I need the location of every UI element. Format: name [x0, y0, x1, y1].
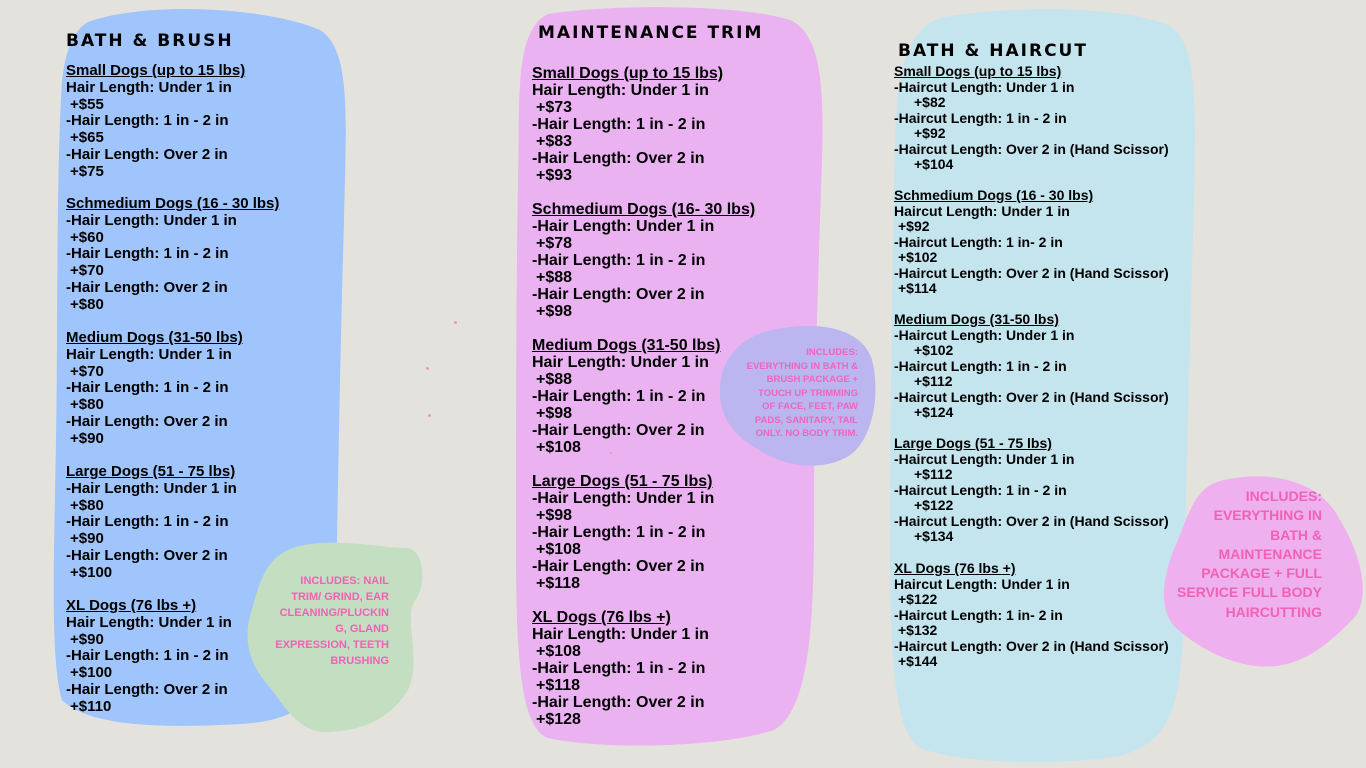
group-title: Medium Dogs (31-50 lbs)	[532, 337, 721, 354]
length-label: -Haircut Length: Over 2 in (Hand Scissor)	[894, 512, 1169, 529]
length-label: -Haircut Length: Under 1 in	[894, 326, 1075, 343]
length-label: -Haircut Length: Under 1 in	[894, 78, 1075, 95]
haircut-includes-note: INCLUDES: EVERYTHING IN BATH & MAINTENANCE PACKAGE + FULL SERVICE FULL BODY HAIRCUTTING	[1177, 488, 1322, 620]
price-value: +$144	[898, 653, 938, 669]
price-value: +$80	[70, 396, 104, 414]
price-value: +$90	[70, 630, 104, 648]
group-title: Small Dogs (up to 15 lbs)	[894, 63, 1062, 79]
price-value: +$75	[70, 162, 104, 180]
price-value: +$70	[70, 262, 104, 280]
length-label: -Hair Length: 1 in - 2 in	[66, 379, 229, 397]
price-group	[532, 609, 709, 728]
price-value: +$112	[914, 466, 953, 482]
price-value: +$82	[914, 94, 946, 110]
price-value: +$104	[914, 156, 954, 172]
length-label: -Haircut Length: 1 in - 2 in	[894, 481, 1067, 498]
length-label: -Hair Length: 1 in - 2 in	[532, 252, 706, 269]
group-title: Medium Dogs (31-50 lbs)	[66, 329, 243, 346]
price-value: +$108	[536, 643, 581, 660]
price-value: +$108	[536, 541, 581, 558]
length-label: -Hair Length: 1 in - 2 in	[66, 112, 229, 130]
length-label: -Haircut Length: 1 in- 2 in	[894, 606, 1063, 623]
length-label: -Hair Length: Over 2 in	[532, 558, 705, 575]
group-title: Small Dogs (up to 15 lbs)	[532, 65, 724, 82]
length-label: -Hair Length: Under 1 in	[532, 490, 715, 507]
column-title: MAINTENANCE TRIM	[538, 23, 764, 43]
length-label: -Hair Length: Over 2 in	[532, 694, 705, 711]
length-label: -Haircut Length: 1 in- 2 in	[894, 233, 1063, 250]
price-value: +$73	[536, 99, 573, 116]
price-group	[66, 196, 279, 314]
length-label: -Hair Length: 1 in - 2 in	[532, 660, 706, 677]
group-title: Medium Dogs (31-50 lbs)	[894, 311, 1059, 327]
price-value: +$65	[70, 129, 104, 147]
price-group	[532, 337, 720, 456]
column-title: BATH & HAIRCUT	[898, 41, 1088, 61]
length-label: -Hair Length: Under 1 in	[66, 211, 237, 229]
length-label: -Haircut Length: Over 2 in (Hand Scissor)	[894, 264, 1169, 281]
group-title: XL Dogs (76 lbs +)	[66, 597, 197, 614]
price-value: +$78	[536, 235, 573, 252]
bath-brush-includes-note: INCLUDES: NAIL TRIM/ GRIND, EAR CLEANING/PLUCKIN G, GLAND EXPRESSION, TEETH BRUSHING	[275, 575, 389, 667]
length-label: -Hair Length: Under 1 in	[66, 479, 237, 497]
length-label: -Hair Length: Under 1 in	[532, 218, 715, 235]
price-group	[894, 188, 1169, 297]
length-label: -Hair Length: Over 2 in	[532, 150, 705, 167]
length-label: -Haircut Length: Over 2 in (Hand Scissor)	[894, 637, 1169, 654]
price-value: +$110	[70, 697, 112, 715]
length-label: -Haircut Length: 1 in - 2 in	[894, 357, 1067, 374]
length-label: -Hair Length: Over 2 in	[532, 286, 705, 303]
length-label: -Haircut Length: Under 1 in	[894, 450, 1075, 467]
length-label: -Hair Length: Over 2 in	[66, 412, 228, 430]
price-value: +$90	[70, 530, 104, 548]
group-title: Schmedium Dogs (16- 30 lbs)	[532, 201, 756, 218]
price-group	[66, 598, 232, 716]
price-value: +$83	[536, 133, 573, 150]
length-label: -Hair Length: Over 2 in	[66, 278, 228, 296]
price-group	[894, 561, 1169, 670]
price-value: +$88	[536, 371, 573, 388]
price-value: +$124	[914, 404, 954, 420]
price-group	[66, 330, 243, 448]
length-label: -Haircut Length: Over 2 in (Hand Scissor)	[894, 140, 1169, 157]
price-value: +$102	[898, 249, 938, 265]
price-value: +$102	[914, 342, 954, 358]
length-label: -Hair Length: Over 2 in	[66, 680, 228, 698]
length-label: Hair Length: Under 1 in	[66, 613, 232, 631]
length-label: Hair Length: Under 1 in	[66, 345, 232, 363]
length-label: -Hair Length: 1 in - 2 in	[532, 524, 706, 541]
group-title: Schmedium Dogs (16 - 30 lbs)	[66, 195, 280, 212]
price-group	[894, 312, 1169, 421]
price-value: +$88	[536, 269, 573, 286]
price-value: +$128	[536, 711, 581, 728]
price-value: +$60	[70, 228, 104, 246]
length-label: Haircut Length: Under 1 in	[894, 575, 1070, 592]
length-label: -Haircut Length: 1 in - 2 in	[894, 109, 1067, 126]
price-group	[532, 473, 714, 592]
price-value: +$98	[536, 303, 573, 320]
price-value: +$118	[536, 575, 581, 592]
length-label: -Hair Length: 1 in - 2 in	[66, 245, 229, 263]
group-title: Small Dogs (up to 15 lbs)	[66, 62, 246, 79]
length-label: Hair Length: Under 1 in	[532, 354, 709, 371]
group-title: Large Dogs (51 - 75 lbs)	[894, 435, 1052, 451]
length-label: -Hair Length: 1 in - 2 in	[532, 116, 706, 133]
price-value: +$98	[536, 507, 573, 524]
group-title: Large Dogs (51 - 75 lbs)	[532, 473, 713, 490]
price-value: +$100	[70, 664, 113, 682]
length-label: -Hair Length: 1 in - 2 in	[66, 513, 229, 531]
decor-dot	[454, 321, 457, 324]
price-value: +$70	[70, 362, 104, 380]
price-value: +$122	[898, 591, 938, 607]
length-label: -Hair Length: 1 in - 2 in	[66, 647, 229, 665]
group-title: XL Dogs (76 lbs +)	[532, 609, 671, 626]
price-group	[66, 464, 237, 582]
length-label: Hair Length: Under 1 in	[66, 78, 232, 96]
length-label: -Hair Length: Over 2 in	[66, 145, 228, 163]
price-value: +$80	[70, 496, 104, 514]
price-value: +$100	[70, 563, 113, 581]
price-value: +$118	[536, 677, 581, 694]
price-value: +$108	[536, 439, 581, 456]
group-title: XL Dogs (76 lbs +)	[894, 560, 1016, 576]
length-label: Hair Length: Under 1 in	[532, 626, 709, 643]
length-label: -Hair Length: 1 in - 2 in	[532, 388, 706, 405]
length-label: -Hair Length: Over 2 in	[66, 546, 228, 564]
decor-dot	[428, 414, 431, 417]
price-value: +$80	[70, 295, 104, 313]
length-label: -Hair Length: Over 2 in	[532, 422, 705, 439]
price-value: +$55	[70, 95, 104, 113]
length-label: -Haircut Length: Over 2 in (Hand Scissor)	[894, 388, 1169, 405]
price-value: +$90	[70, 429, 104, 447]
price-value: +$114	[898, 280, 937, 296]
length-label: Haircut Length: Under 1 in	[894, 202, 1070, 219]
column-title: BATH & BRUSH	[66, 31, 234, 51]
decor-dot	[426, 367, 429, 370]
price-group	[532, 201, 755, 320]
price-group	[894, 64, 1169, 173]
price-group	[532, 65, 723, 184]
price-value: +$132	[898, 622, 938, 638]
price-value: +$92	[898, 218, 930, 234]
length-label: Hair Length: Under 1 in	[532, 82, 709, 99]
price-value: +$92	[914, 125, 946, 141]
price-value: +$122	[914, 497, 954, 513]
maintenance-includes-note: INCLUDES: EVERYTHING IN BATH & BRUSH PACKAGE + TOUCH UP TRIMMING OF FACE, FEET, PAW PADS, SANITARY, TAIL ONLY. NO BODY TRIM.	[746, 347, 858, 439]
price-value: +$134	[914, 528, 954, 544]
price-group	[894, 436, 1169, 545]
group-title: Schmedium Dogs (16 - 30 lbs)	[894, 187, 1094, 203]
price-value: +$98	[536, 405, 573, 422]
price-value: +$112	[914, 373, 953, 389]
price-value: +$93	[536, 167, 573, 184]
price-group	[66, 63, 245, 181]
group-title: Large Dogs (51 - 75 lbs)	[66, 463, 236, 480]
